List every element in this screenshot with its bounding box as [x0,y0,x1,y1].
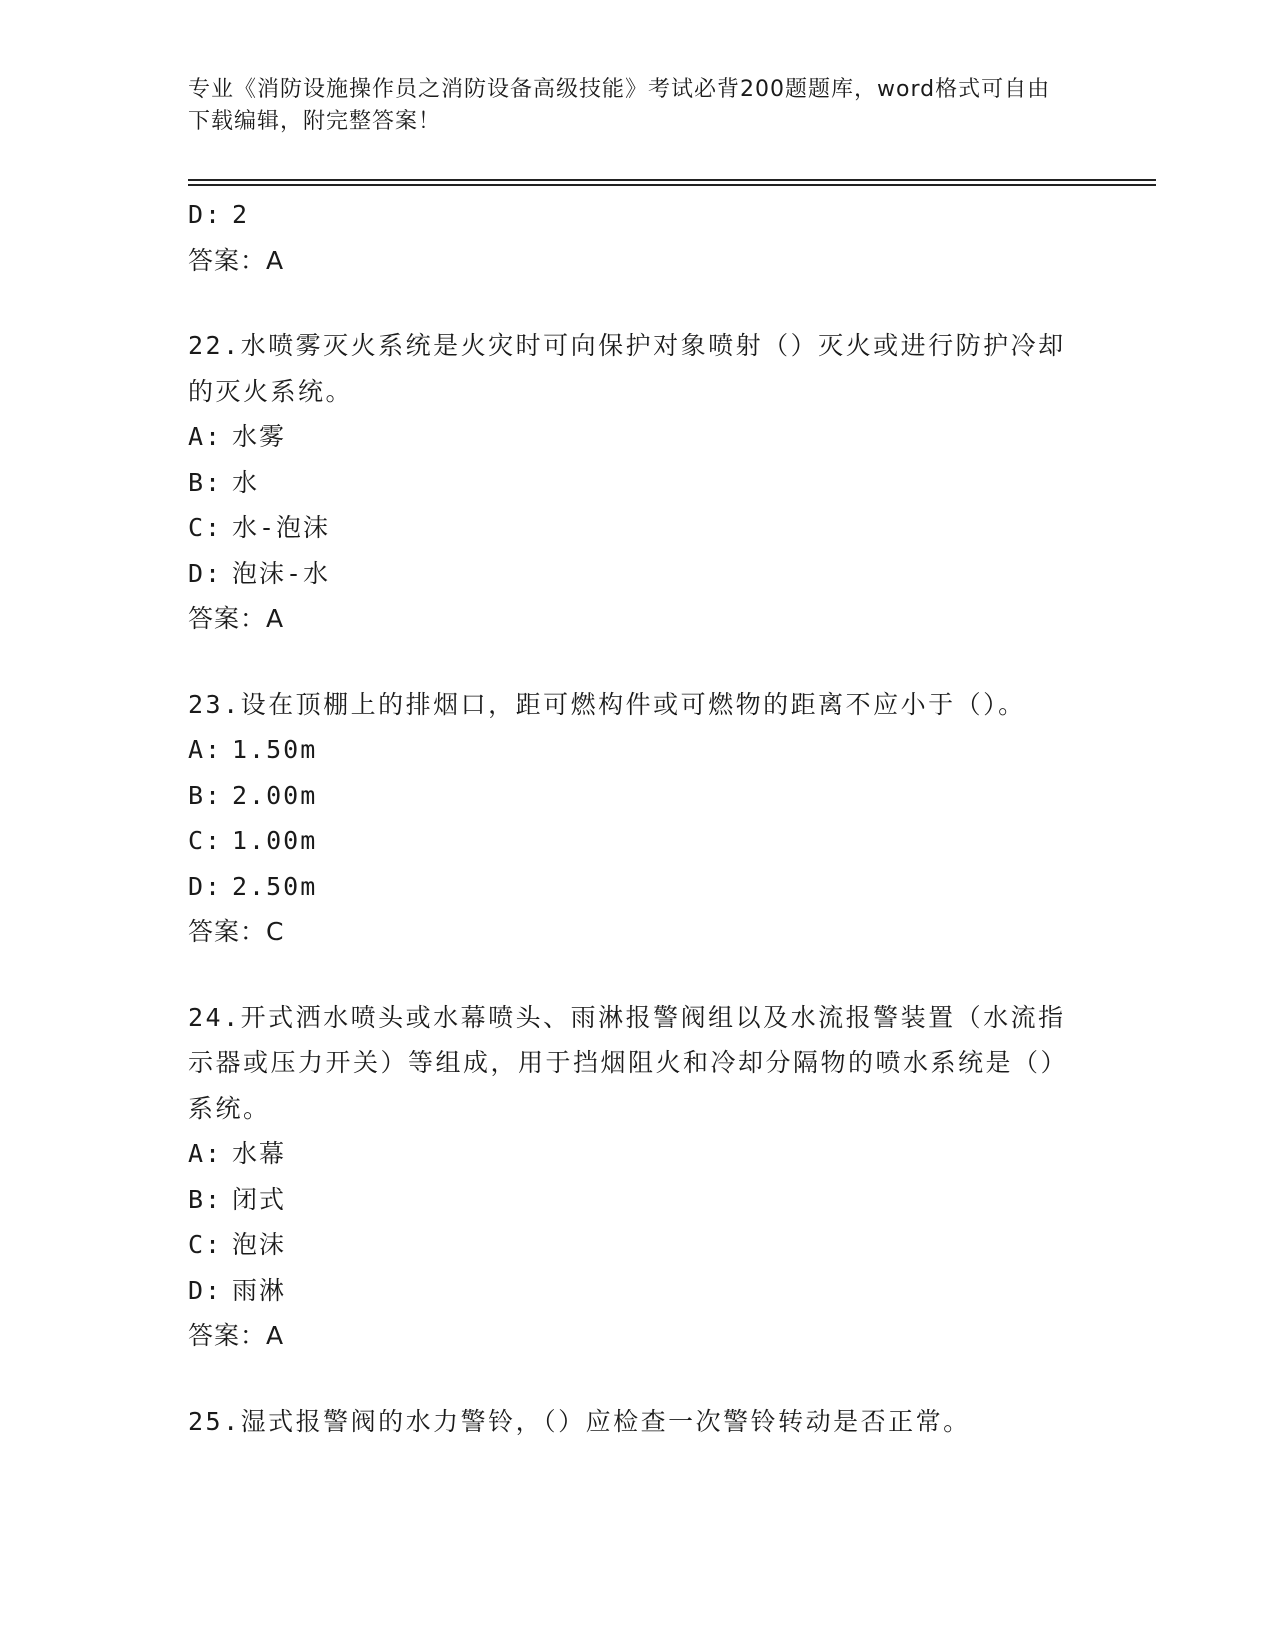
option-text: 水-泡沫 [232,513,331,542]
option-d [188,1268,1068,1314]
answer-line: 答案：A [188,1321,285,1350]
answer-line: 答案：A [188,604,285,633]
option-text: 2 [232,200,250,229]
option-b [188,773,1068,819]
option-key: C: [188,1230,223,1259]
option-key: A: [188,422,223,451]
option-key: B: [188,467,223,497]
option-text: 雨淋 [232,1275,287,1305]
option-a [188,727,1068,773]
question-24-text: 24.开式洒水喷头或水幕喷头、雨淋报警阀组以及水流报警装置（水流指示器或压力开关）等组成，用于挡烟阻火和冷却分隔物的喷水系统是（）系统。 [188,1002,1069,1123]
option-key: A: [188,735,223,764]
option-text: 闭式 [232,1184,287,1214]
option-key: C: [188,826,223,855]
option-text: 2.50m [232,871,318,901]
option-text: 2.00m [232,780,318,810]
option-key: B: [188,1184,223,1214]
option-d [188,864,1068,910]
option-key: D: [188,871,223,901]
option-a [188,414,1068,460]
option-text: 1.50m [232,735,318,764]
option-a [188,1131,1068,1177]
option-text: 1.00m [232,826,318,855]
header-rule-bottom [188,184,1156,186]
question-23-text: 23.设在顶棚上的排烟口，距可燃构件或可燃物的距离不应小于（）。 [188,689,1026,719]
answer-line: 答案：C [188,917,285,946]
document-header [188,74,1068,138]
option-key: D: [188,1275,223,1305]
option-text: 泡沫 [232,1230,287,1259]
document-title: 专业《消防设施操作员之消防设备高级技能》考试必背200题题库，word格式可自由下载编辑，附完整答案！ [188,77,1051,134]
option-b [188,1177,1068,1223]
option-c [188,1222,1068,1268]
answer-line: 答案：A [188,245,285,275]
option-text: 水幕 [232,1139,287,1168]
option-d [188,192,1068,238]
option-key: B: [188,780,223,810]
option-key: C: [188,513,223,542]
option-b [188,460,1068,506]
option-text: 泡沫-水 [232,558,331,588]
option-c [188,818,1068,864]
option-key: A: [188,1139,223,1168]
question-22-text: 22.水喷雾灭火系统是火灾时可向保护对象喷射（）灭火或进行防护冷却的灭火系统。 [188,331,1066,406]
option-d [188,551,1068,597]
question-list [188,192,1068,1444]
option-key: D: [188,558,223,588]
header-rule-top [188,179,1156,181]
question-25-text: 25.湿式报警阀的水力警铃，（）应检查一次警铃转动是否正常。 [188,1406,971,1436]
option-text: 水雾 [232,422,287,451]
option-key: D: [188,200,223,229]
option-text: 水 [232,467,260,497]
option-c [188,505,1068,551]
